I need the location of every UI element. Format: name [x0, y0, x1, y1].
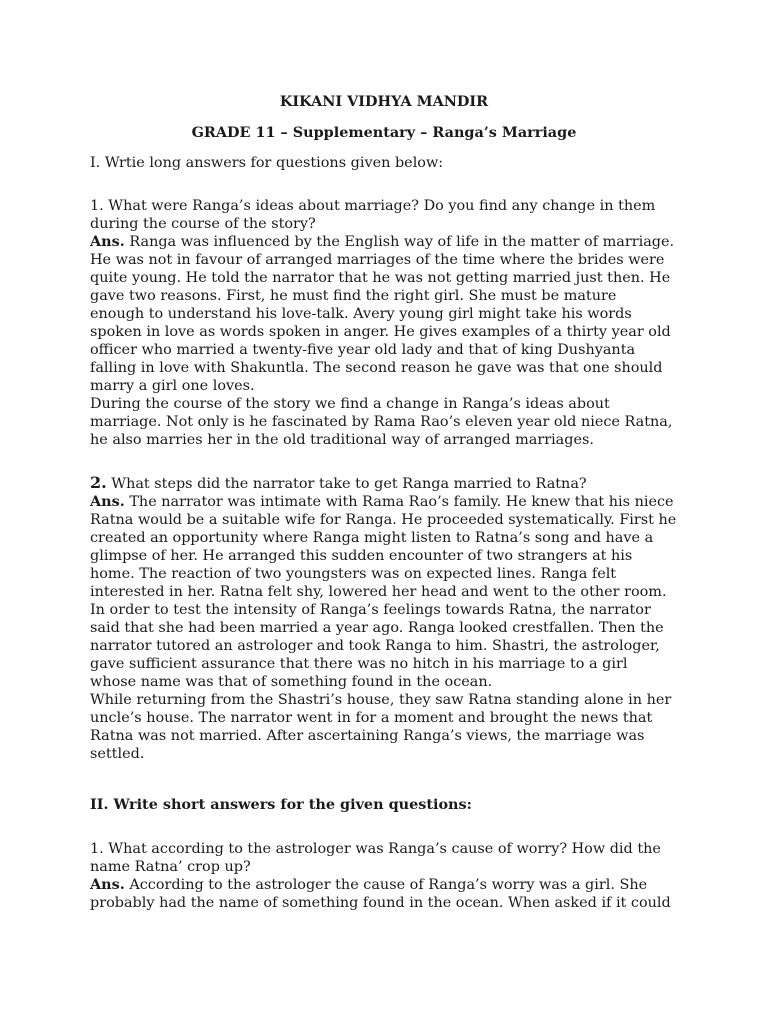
s1-q1-answer-line: spoken in love as words spoken in anger. He gives examples of a thirty year old [90, 324, 671, 340]
s2-q1-answer-line: probably had the name of something found in the ocean. When asked if it could [90, 895, 671, 911]
s1-q1-question-line: during the course of the story? [90, 216, 316, 232]
school-title: KIKANI VIDHYA MANDIR [279, 93, 489, 110]
ans-label: Ans. [90, 876, 125, 893]
s1-q1-answer-first-line [90, 233, 674, 251]
s1-q2-answer-line: In order to test the intensity of Ranga’s feelings towards Ratna, the narrator [90, 602, 651, 618]
ans-label: Ans. [90, 493, 125, 510]
question-text: What steps did the narrator take to get Ranga married to Ratna? [106, 476, 587, 492]
s1-q1-answer-line: He was not in favour of arranged marriages of the time where the brides were [90, 252, 665, 268]
s1-q2-answer-line: said that she had been married a year ago. Ranga looked crestfallen. Then the [90, 620, 664, 636]
s1-q2-answer-line: interested in her. Ratna felt shy, lowered her head and went to the other room. [90, 584, 667, 600]
answer-text: The narrator was intimate with Rama Rao’s family. He knew that his niece [124, 494, 674, 510]
s1-q2-answer-line: home. The reaction of two youngsters was on expected lines. Ranga felt [90, 566, 617, 582]
s1-q1-answer-line: marriage. Not only is he fascinated by Rama Rao’s eleven year old niece Ratna, [90, 414, 673, 430]
s1-q2-answer-line: glimpse of her. He arranged this sudden encounter of two strangers at his [90, 548, 633, 564]
s2-q1-question-line: 1. What according to the astrologer was Ranga’s cause of worry? How did the [90, 841, 661, 857]
s1-q1-answer-line: falling in love with Shakuntla. The second reason he gave was that one should [90, 360, 663, 376]
s1-q2-question-line [90, 474, 587, 493]
section-2-heading: II. Write short answers for the given questions: [90, 796, 472, 813]
section-1-heading: I. Wrtie long answers for questions given below: [90, 155, 444, 171]
s2-q1-answer-first-line [90, 876, 647, 894]
s1-q1-question-line: 1. What were Ranga’s ideas about marriage? Do you find any change in them [90, 198, 656, 214]
s1-q2-answer-line: While returning from the Shastri’s house, they saw Ratna standing alone in her [90, 692, 672, 708]
s1-q1-answer-line: During the course of the story we find a change in Ranga’s ideas about [90, 396, 610, 412]
document-subtitle: GRADE 11 – Supplementary – Ranga’s Marriage [191, 124, 577, 141]
s1-q2-answer-line: settled. [90, 746, 145, 762]
s1-q2-answer-line: Ratna was not married. After ascertaining Ranga’s views, the marriage was [90, 728, 645, 744]
answer-text: Ranga was influenced by the English way of life in the matter of marriage. [124, 234, 675, 250]
s1-q2-answer-first-line [90, 493, 674, 511]
question-number: 2. [90, 473, 107, 492]
ans-label: Ans. [90, 233, 125, 250]
s1-q1-answer-line: officer who married a twenty-five year old lady and that of king Dushyanta [90, 342, 636, 358]
s1-q1-answer-line: enough to understand his love-talk. Avery young girl might take his words [90, 306, 632, 322]
s1-q2-answer-line: created an opportunity where Ranga might listen to Ratna’s song and have a [90, 530, 654, 546]
answer-text: According to the astrologer the cause of Ranga’s worry was a girl. She [124, 877, 648, 893]
s1-q2-answer-line: gave sufficient assurance that there was no hitch in his marriage to a girl [90, 656, 628, 672]
s1-q1-answer-line: gave two reasons. First, he must find the right girl. She must be mature [90, 288, 617, 304]
s1-q2-answer-line: uncle’s house. The narrator went in for a moment and brought the news that [90, 710, 653, 726]
s1-q1-answer-line: marry a girl one loves. [90, 378, 255, 394]
s1-q2-answer-line: whose name was that of something found in the ocean. [90, 674, 493, 690]
s1-q2-answer-line: narrator tutored an astrologer and took Ranga to him. Shastri, the astrologer, [90, 638, 660, 654]
s2-q1-question-line: name Ratna’ crop up? [90, 859, 251, 875]
s1-q1-answer-line: quite young. He told the narrator that he was not getting married just then. He [90, 270, 671, 286]
s1-q2-answer-line: Ratna would be a suitable wife for Ranga. He proceeded systematically. First he [90, 512, 677, 528]
s1-q1-answer-line: he also marries her in the old traditional way of arranged marriages. [90, 432, 594, 448]
